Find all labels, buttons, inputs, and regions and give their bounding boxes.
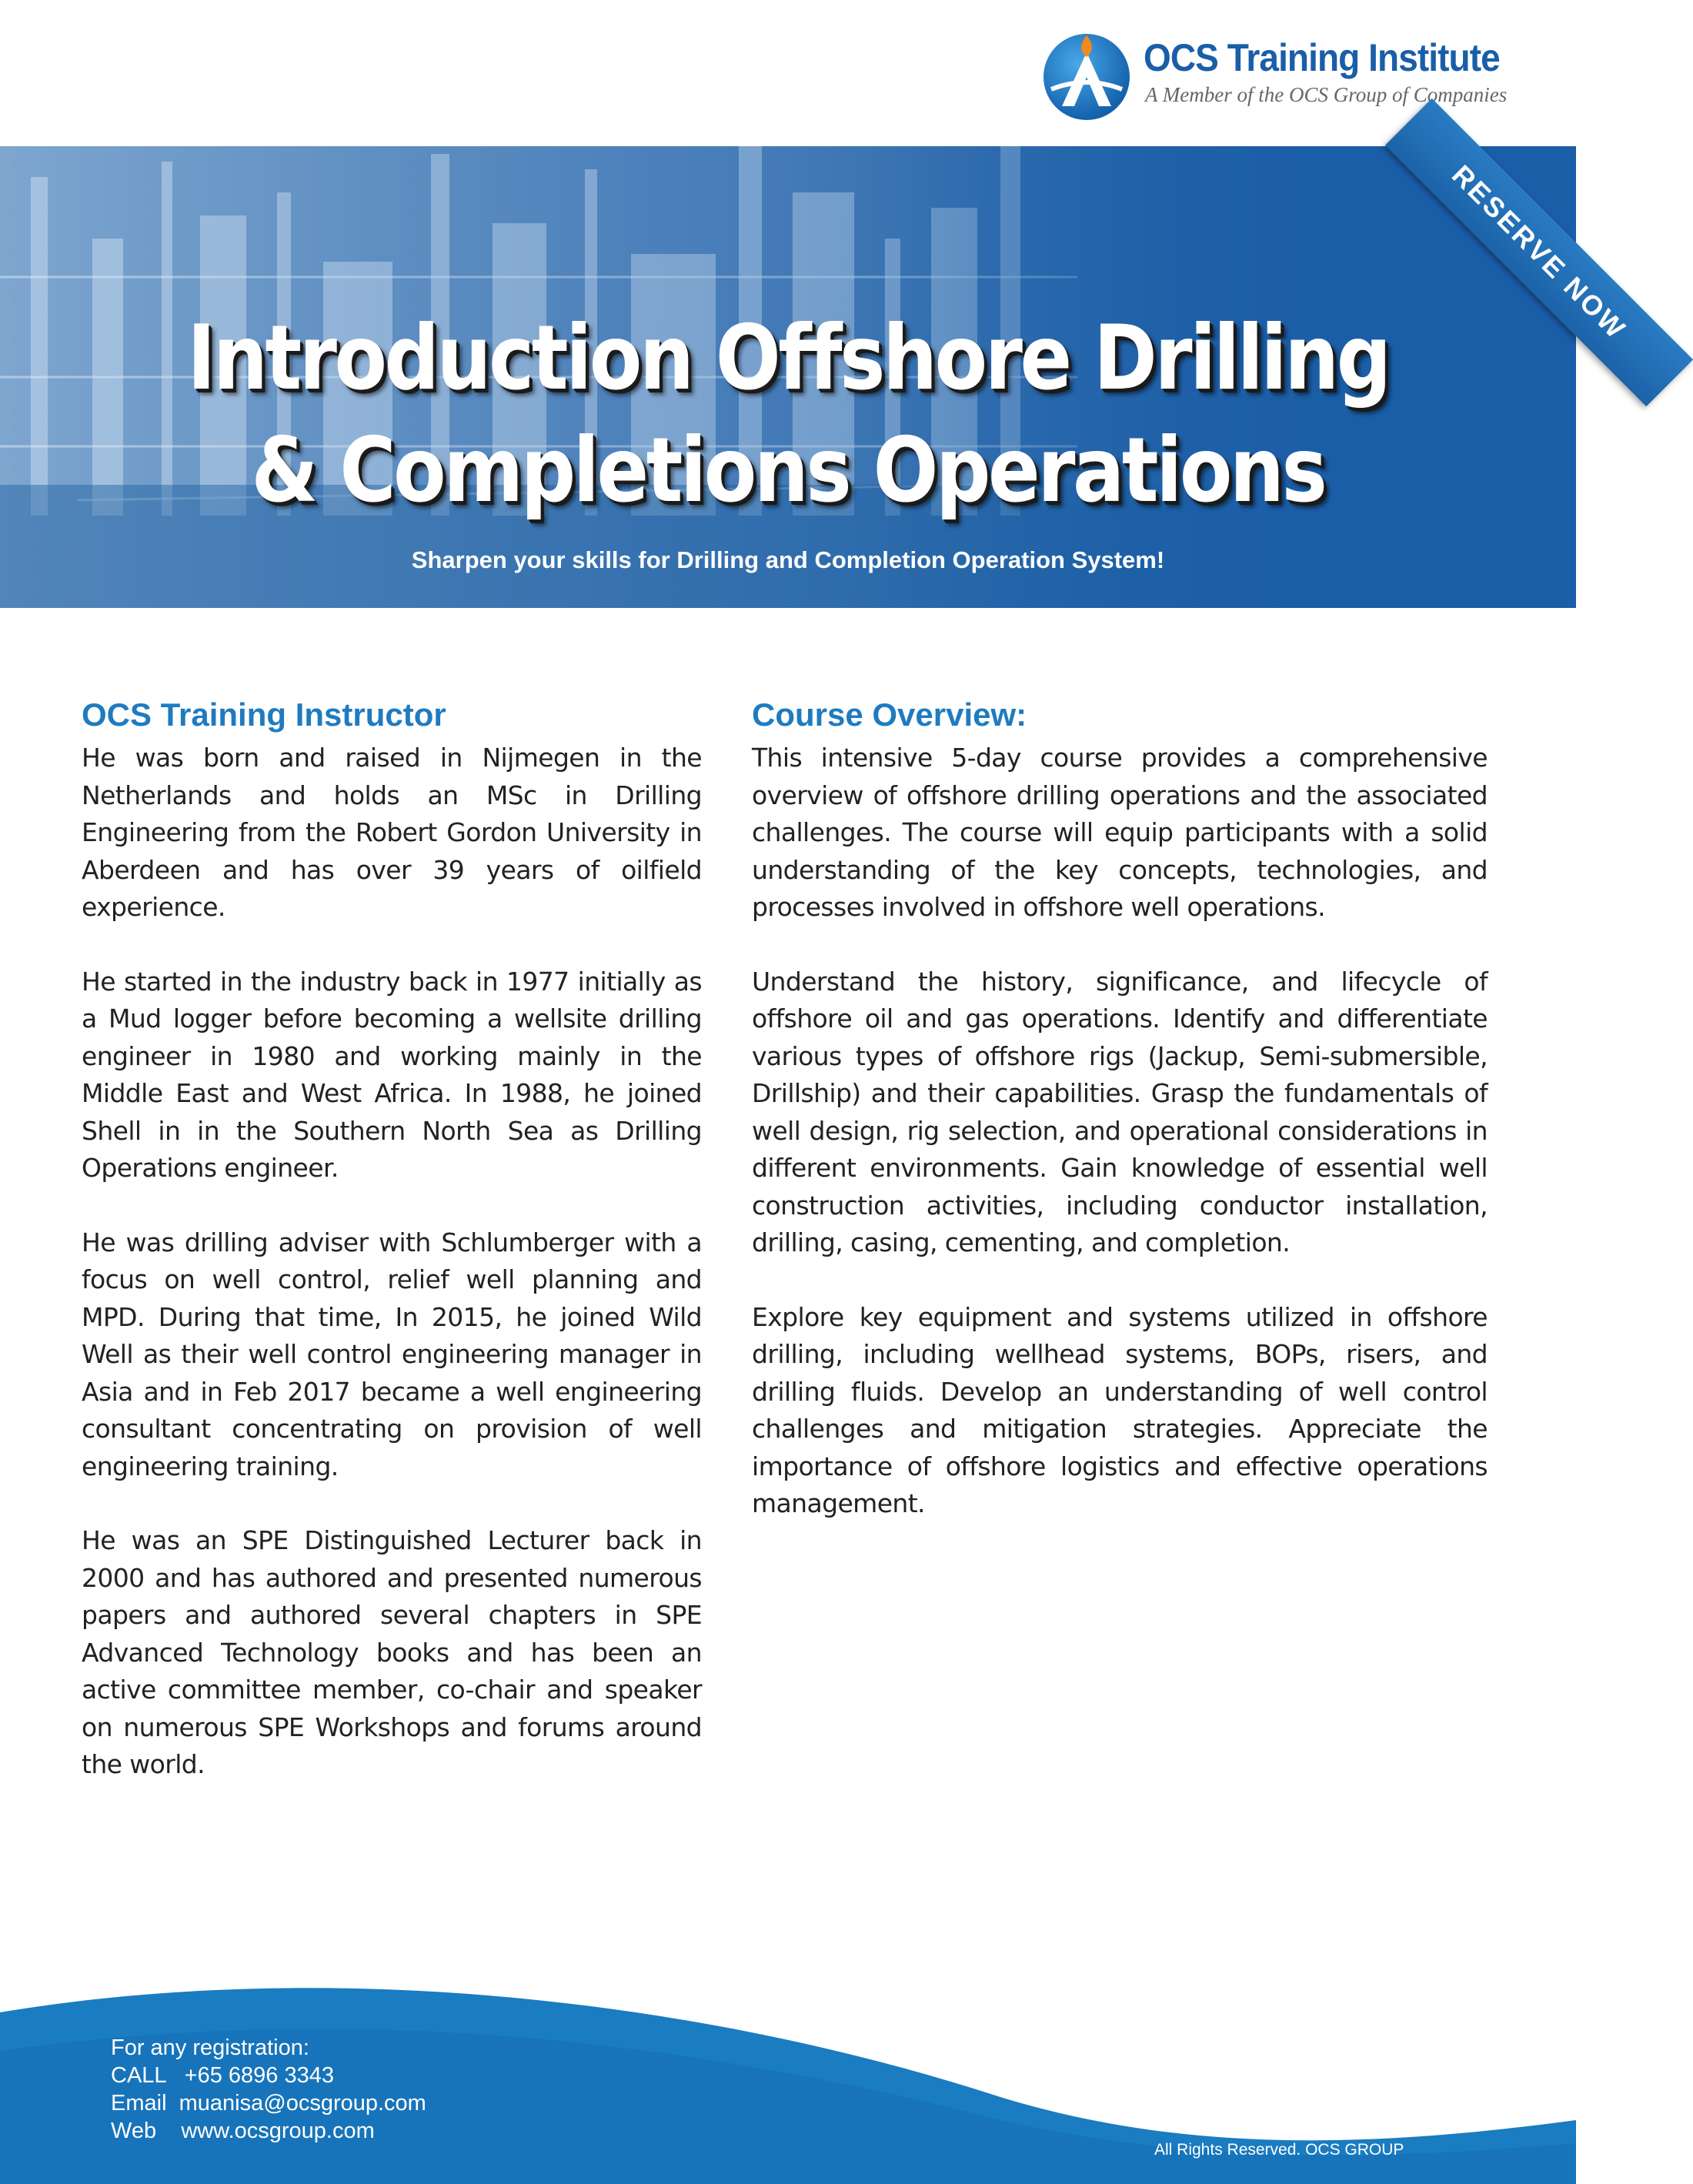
web-row [111, 2117, 426, 2145]
phone-number[interactable]: +65 6896 3343 [184, 2063, 334, 2088]
logo-tagline: A Member of the OCS Group of Companies [1145, 83, 1508, 106]
instructor-paragraph: He was drilling adviser with Schlumberger with a focus on well control, relief well planning and MPD. During that time, In 2015, he joined Wild Well as their well control engineering manager in Asia and in Feb 2017 became a well engineering consultant concentrating on provision of well engineering training. [82, 1227, 702, 1481]
contact-block [111, 2034, 426, 2145]
course-title-line-2: & Completions Operations [251, 419, 1325, 523]
course-overview-section [752, 696, 1488, 1560]
overview-heading: Course Overview: [752, 696, 1027, 733]
overview-paragraph: Understand the history, significance, and lifecycle of offshore oil and gas operations. Identify and differentiate various types of offshore rigs (Jackup, Semi-submersible, Drillship) and their capabilities. Grasp the fundamentals of well design, rig selection, and operational considerations in different environments. Gain knowledge of essential well construction activities, including conductor installation, drilling, casing, cementing, and completion. [752, 966, 1488, 1258]
email-row [111, 2089, 426, 2117]
instructor-paragraph: He was born and raised in Nijmegen in the Netherlands and holds an MSc in Drilling Engineering from the Robert Gordon University in Aberdeen and has over 39 years of oilfield experience. [82, 743, 702, 923]
website-link[interactable]: www.ocsgroup.com [181, 2119, 375, 2143]
course-subtitle: Sharpen your skills for Drilling and Completion Operation System! [411, 546, 1165, 573]
instructor-heading: OCS Training Instructor [82, 696, 446, 733]
call-label: CALL [111, 2063, 166, 2088]
instructor-section [82, 696, 702, 1821]
web-label: Web [111, 2119, 157, 2143]
instructor-paragraph: He started in the industry back in 1977 initially as a Mud logger before becoming a wellsite drilling engineer in 1980 and working mainly in the Middle East and West Africa. In 1988, he joined Shell in in the Southern North Sea as Drilling Operations engineer. [82, 966, 702, 1184]
email-link[interactable]: muanisa@ocsgroup.com [179, 2091, 426, 2116]
ribbon-band[interactable] [1385, 99, 1693, 406]
course-title-line-1: Introduction Offshore Drilling [187, 306, 1389, 410]
call-row [111, 2062, 426, 2089]
email-label: Email [111, 2091, 167, 2116]
overview-paragraph: Explore key equipment and systems utilized in offshore drilling, including wellhead systems, BOPs, risers, and drilling fluids. Develop an understanding of well control challenges and mitigation strategies. Appreciate the importance of offshore logistics and effective operations management. [752, 1301, 1488, 1519]
reserve-now-label[interactable]: RESERVE NOW [1445, 159, 1633, 346]
reserve-now-ribbon[interactable] [1308, 146, 1633, 408]
copyright-notice: All Rights Reserved. OCS GROUP [1154, 2141, 1404, 2159]
company-logo [1040, 29, 1533, 122]
instructor-paragraph: He was an SPE Distinguished Lecturer back in 2000 and has authored and presented numerous papers and authored several chapters in SPE Advanced Technology books and has been an active committee member, co-chair and speaker on numerous SPE Workshops and forums around the world. [82, 1525, 702, 1780]
logo-name: OCS Training Institute [1144, 36, 1500, 79]
registration-label: For any registration: [111, 2035, 309, 2060]
overview-paragraph: This intensive 5-day course provides a comprehensive overview of offshore drilling operations and the associated challenges. The course will equip participants with a solid understanding of the key concepts, technologies, and processes involved in offshore well operations. [752, 743, 1488, 923]
ocs-logo-icon [1040, 29, 1133, 122]
